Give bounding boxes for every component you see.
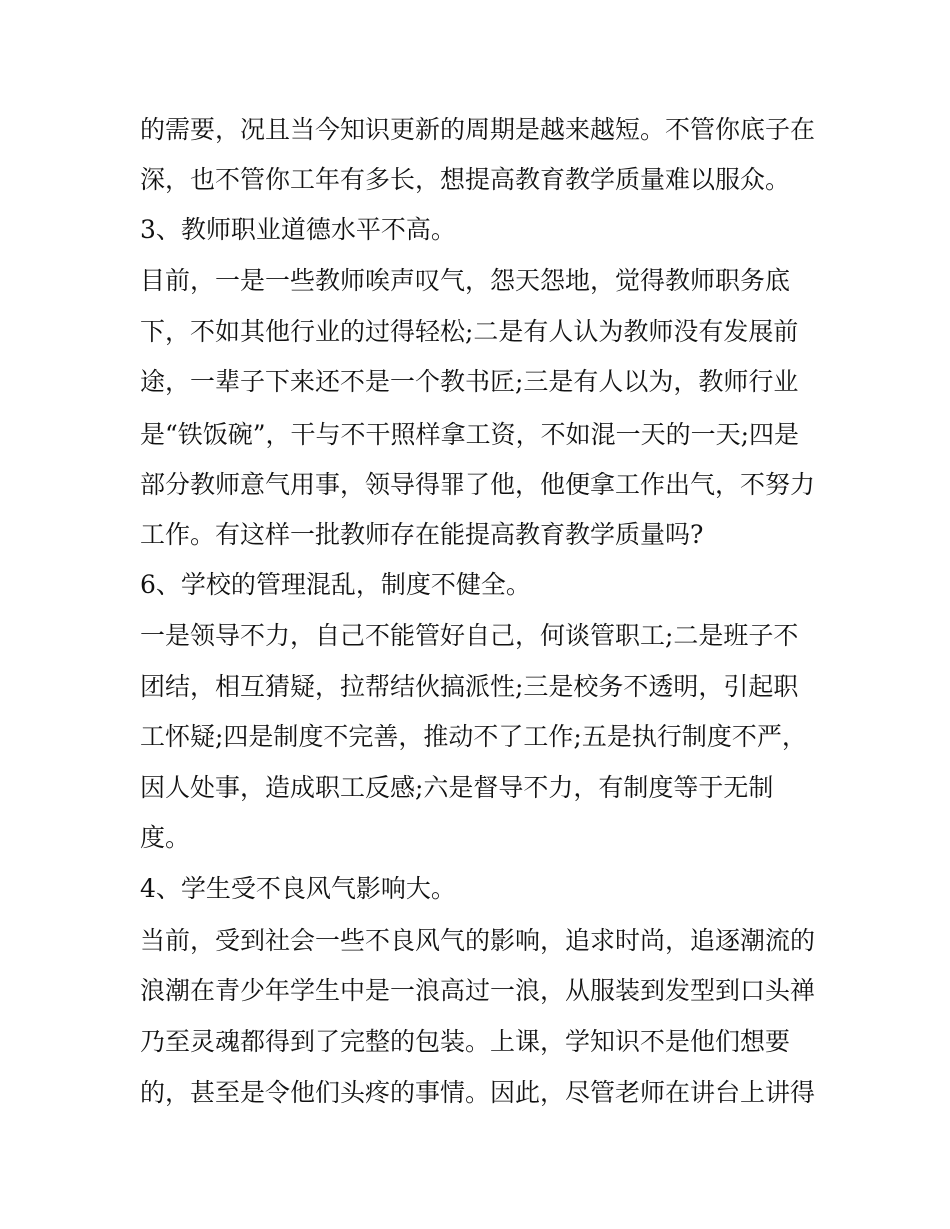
text-line: 浪潮在青少年学生中是一浪高过一浪，从服装到发型到口头禅	[140, 976, 816, 1005]
text-line: 的，甚至是令他们头疼的事情。因此，尽管老师在讲台上讲得	[140, 1078, 816, 1107]
text-line: 是“铁饭碗”，干与不干照样拿工资，不如混一天的一天;四是	[140, 420, 799, 449]
text-line: 目前，一是一些教师唉声叹气，怨天怨地，觉得教师职务底	[140, 266, 791, 295]
text-line: 深，也不管你工年有多长，想提高教育教学质量难以服众。	[140, 165, 791, 194]
text-line: 度。	[140, 823, 191, 852]
text-line: 一是领导不力，自己不能管好自己，何谈管职工;二是班子不	[140, 621, 799, 650]
text-line: 部分教师意气用事，领导得罪了他，他便拿工作出气，不努力	[140, 470, 816, 499]
text-line: 工作。有这样一批教师存在能提高教育教学质量吗?	[140, 520, 704, 549]
section-heading: 6、学校的管理混乱，制度不健全。	[140, 570, 531, 599]
text-line: 的需要，况且当今知识更新的周期是越来越短。不管你底子在	[140, 115, 816, 144]
text-line: 乃至灵魂都得到了完整的包装。上课，学知识不是他们想要	[140, 1027, 791, 1056]
text-line: 下，不如其他行业的过得轻松;二是有人认为教师没有发展前	[140, 317, 799, 346]
text-line: 当前，受到社会一些不良风气的影响，追求时尚，追逐潮流的	[140, 926, 816, 955]
text-line: 工怀疑;四是制度不完善，推动不了工作;五是执行制度不严，	[140, 722, 807, 751]
text-line: 途，一辈子下来还不是一个教书匠;三是有人以为，教师行业	[140, 367, 799, 396]
text-line: 因人处事，造成职工反感;六是督导不力，有制度等于无制	[140, 773, 774, 802]
text-line: 团结，相互猜疑，拉帮结伙搞派性;三是校务不透明，引起职	[140, 672, 799, 701]
section-heading: 4、学生受不良风气影响大。	[140, 874, 456, 903]
section-heading: 3、教师职业道德水平不高。	[140, 215, 456, 244]
